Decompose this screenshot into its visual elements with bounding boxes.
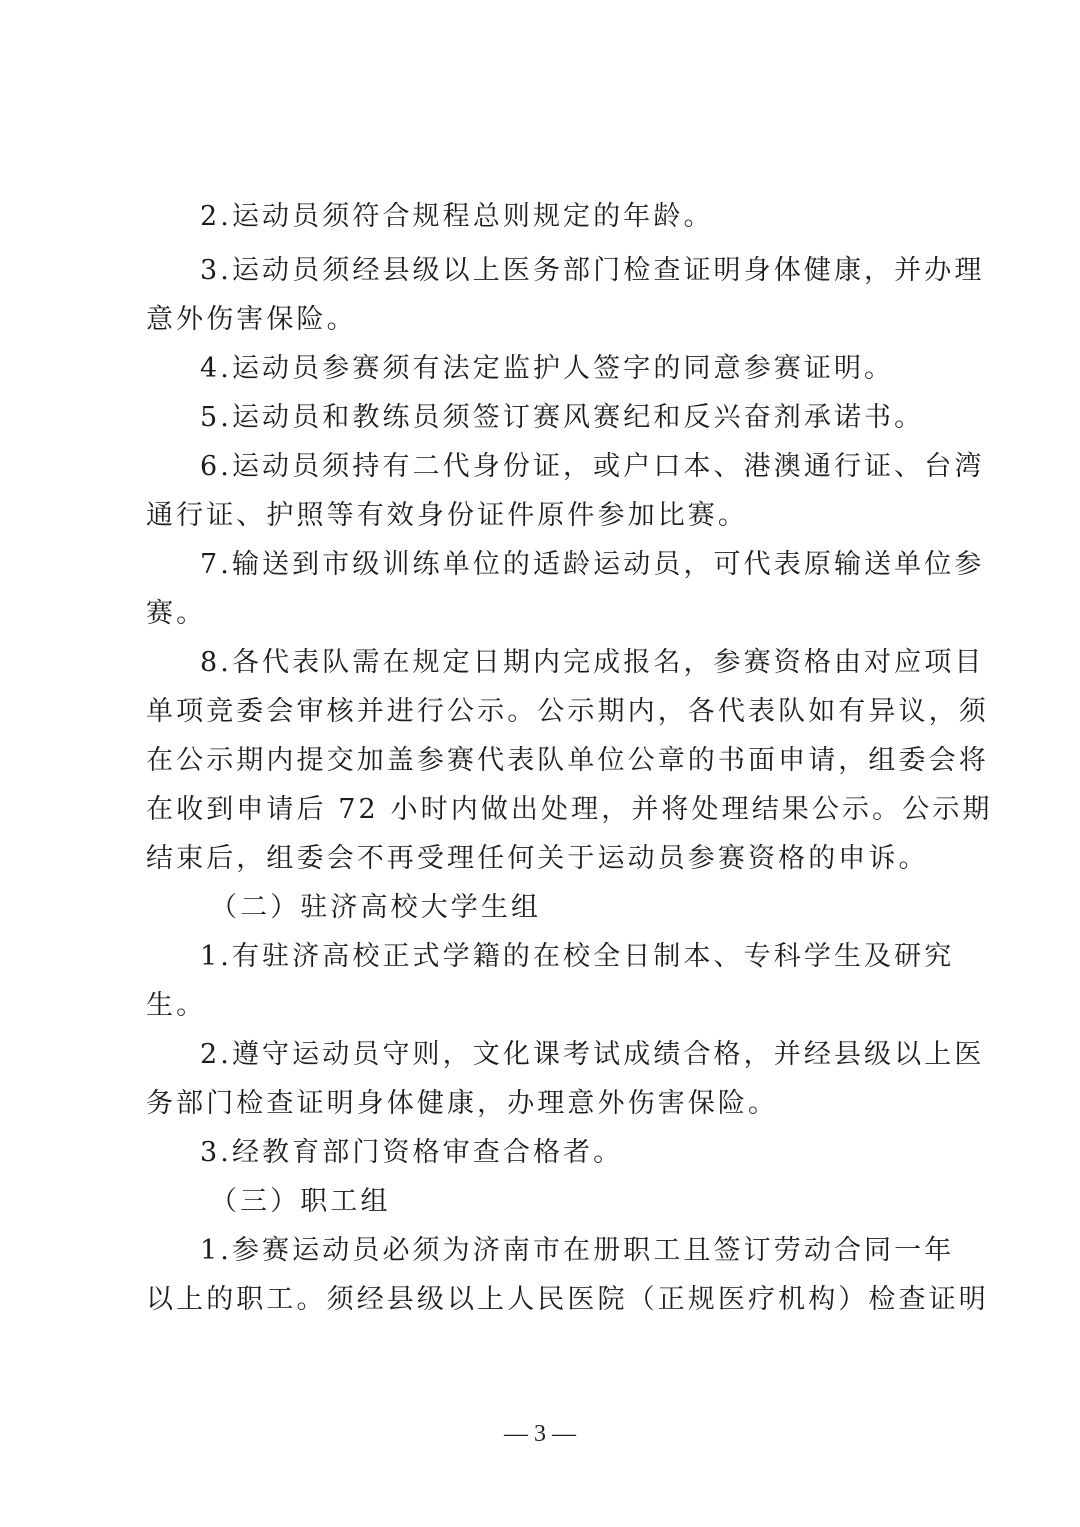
item-transferred-athletes-continued: 赛。	[146, 598, 207, 629]
item-registration-review: 8.各代表队需在规定日期内完成报名，参赛资格由对应项目	[200, 647, 985, 678]
item-registration-review-continued-1: 单项竞委会审核并进行公示。公示期内，各代表队如有异议，须	[146, 696, 989, 727]
item-employee-contract: 1.参赛运动员必须为济南市在册职工且签订劳动合同一年	[200, 1235, 955, 1266]
item-university-qualification: 3.经教育部门资格审查合格者。	[200, 1137, 624, 1168]
item-registration-review-continued-4: 结束后，组委会不再受理任何关于运动员参赛资格的申诉。	[146, 843, 929, 874]
item-health-insurance-continued: 意外伤害保险。	[146, 304, 357, 335]
page-number: — 3 —	[504, 1421, 576, 1447]
section-heading-employees: （三）职工组	[210, 1186, 391, 1217]
item-transferred-athletes: 7.输送到市级训练单位的适龄运动员，可代表原输送单位参	[200, 549, 985, 580]
item-identity-documents: 6.运动员须持有二代身份证，或户口本、港澳通行证、台湾	[200, 451, 985, 482]
section-heading-university: （二）驻济高校大学生组	[210, 892, 542, 923]
item-university-enrollment: 1.有驻济高校正式学籍的在校全日制本、专科学生及研究	[200, 941, 955, 972]
item-university-enrollment-continued: 生。	[146, 990, 207, 1021]
item-registration-review-continued-3: 在收到申请后 72 小时内做出处理，并将处理结果公示。公示期	[146, 794, 993, 825]
item-identity-documents-continued: 通行证、护照等有效身份证件原件参加比赛。	[146, 500, 748, 531]
item-health-insurance: 3.运动员须经县级以上医务部门检查证明身体健康，并办理	[200, 255, 985, 286]
item-employee-contract-continued: 以上的职工。须经县级以上人民医院（正规医疗机构）检查证明	[146, 1284, 989, 1315]
item-pledge: 5.运动员和教练员须签订赛风赛纪和反兴奋剂承诺书。	[200, 402, 925, 433]
item-guardian-consent: 4.运动员参赛须有法定监护人签字的同意参赛证明。	[200, 353, 895, 384]
item-registration-review-continued-2: 在公示期内提交加盖参赛代表队单位公章的书面申请，组委会将	[146, 745, 989, 776]
item-university-conduct: 2.遵守运动员守则，文化课考试成绩合格，并经县级以上医	[200, 1039, 985, 1070]
item-age-requirement: 2.运动员须符合规程总则规定的年龄。	[200, 201, 714, 232]
item-university-conduct-continued: 务部门检查证明身体健康，办理意外伤害保险。	[146, 1088, 779, 1119]
